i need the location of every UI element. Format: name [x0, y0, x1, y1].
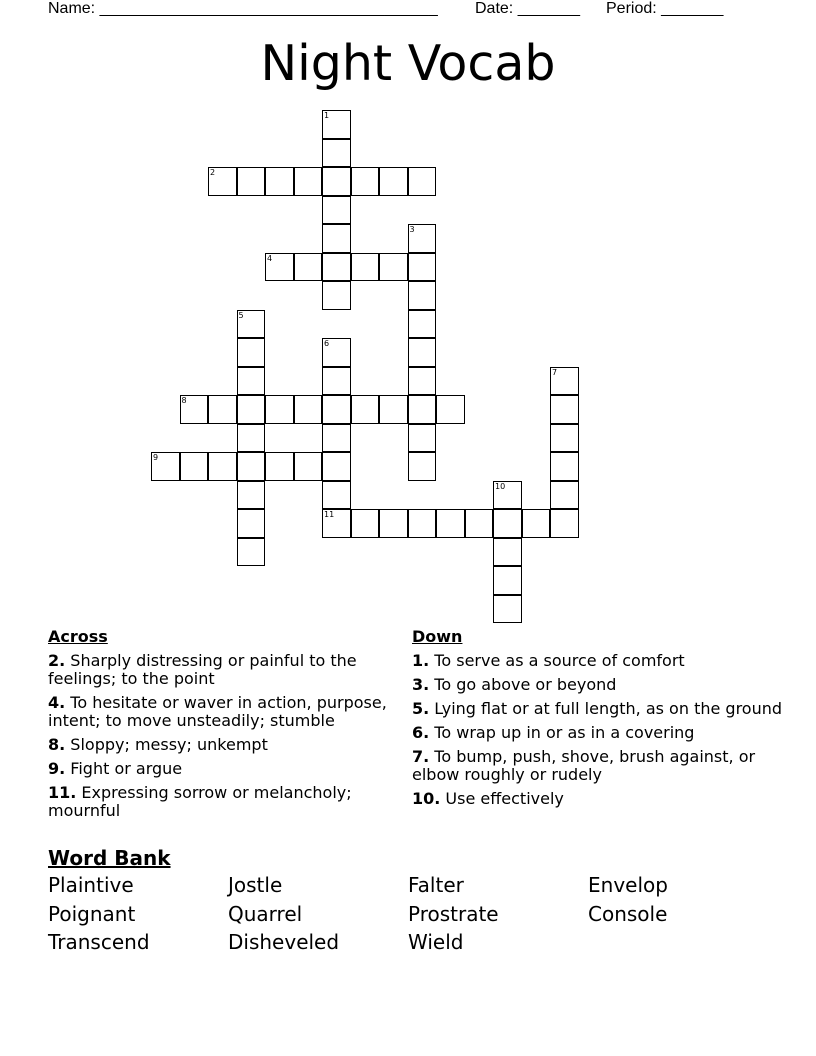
- crossword-cell[interactable]: [322, 110, 351, 139]
- crossword-cell[interactable]: [351, 509, 380, 538]
- crossword-cell[interactable]: [408, 224, 437, 253]
- crossword-cell[interactable]: [237, 538, 266, 567]
- word-bank-word: Plaintive: [48, 873, 134, 897]
- crossword-cell[interactable]: [550, 367, 579, 396]
- clue-number: 5: [238, 310, 244, 320]
- crossword-cell[interactable]: [322, 281, 351, 310]
- crossword-cell[interactable]: [322, 167, 351, 196]
- crossword-cell[interactable]: [237, 452, 266, 481]
- crossword-cell[interactable]: [322, 395, 351, 424]
- crossword-cell[interactable]: [408, 452, 437, 481]
- crossword-cell[interactable]: [237, 367, 266, 396]
- crossword-cell[interactable]: [465, 509, 494, 538]
- crossword-cell[interactable]: [351, 395, 380, 424]
- crossword-cell[interactable]: [322, 424, 351, 453]
- crossword-cell[interactable]: [237, 310, 266, 339]
- across-clue: 9. Fight or argue: [48, 759, 183, 778]
- crossword-cell[interactable]: [180, 395, 209, 424]
- crossword-cell[interactable]: [379, 509, 408, 538]
- clue-number: 6: [324, 339, 330, 348]
- crossword-cell[interactable]: [351, 253, 380, 282]
- crossword-cell[interactable]: [322, 452, 351, 481]
- word-bank: [48, 873, 768, 959]
- period-field: Period: _______: [606, 0, 724, 17]
- clue-number: 2: [210, 168, 216, 177]
- down-clue: 6. To wrap up in or as in a covering: [412, 723, 695, 742]
- crossword-cell[interactable]: [322, 481, 351, 510]
- clue-number: 8: [181, 396, 187, 405]
- crossword-cell[interactable]: [208, 167, 237, 196]
- date-field: Date: _______: [475, 0, 580, 17]
- clue-number: 9: [153, 453, 159, 462]
- across-clue: 2. Sharply distressing or painful to the feelings; to the point: [48, 651, 357, 688]
- crossword-cell[interactable]: [265, 452, 294, 481]
- down-clue: 10. Use effectively: [412, 789, 564, 808]
- down-clue: 7. To bump, push, shove, brush against, or elbow roughly or rudely: [412, 747, 756, 784]
- across-clue: 4. To hesitate or waver in action, purpose, intent; to move unsteadily; stumble: [48, 693, 387, 730]
- crossword-cell[interactable]: [436, 509, 465, 538]
- crossword-cell[interactable]: [237, 167, 266, 196]
- word-bank-word: Quarrel: [228, 901, 303, 926]
- crossword-cell[interactable]: [408, 338, 437, 367]
- crossword-cell[interactable]: [408, 167, 437, 196]
- crossword-cell[interactable]: [180, 452, 209, 481]
- crossword-cell[interactable]: [237, 509, 266, 538]
- crossword-cell[interactable]: [322, 253, 351, 282]
- crossword-cell[interactable]: [522, 509, 551, 538]
- crossword-cell[interactable]: [550, 452, 579, 481]
- crossword-cell[interactable]: [351, 167, 380, 196]
- clue-number: 10: [495, 481, 506, 491]
- crossword-cell[interactable]: [208, 452, 237, 481]
- crossword-cell[interactable]: [265, 395, 294, 424]
- crossword-cell[interactable]: [379, 253, 408, 282]
- crossword-cell[interactable]: [237, 338, 266, 367]
- word-bank-word: Poignant: [48, 901, 136, 926]
- name-field: Name: ______________________________________: [48, 0, 438, 17]
- across-clue: 11. Expressing sorrow or melancholy; mournful: [48, 783, 352, 820]
- crossword-cell[interactable]: [550, 481, 579, 510]
- crossword-cell[interactable]: [550, 509, 579, 538]
- crossword-cell[interactable]: [550, 424, 579, 453]
- crossword-cell[interactable]: [550, 395, 579, 424]
- word-bank-word: Wield: [408, 930, 464, 954]
- crossword-cell[interactable]: [151, 452, 180, 481]
- crossword-cell[interactable]: [294, 395, 323, 424]
- word-bank-title: Word Bank: [48, 846, 171, 870]
- crossword-cell[interactable]: [322, 509, 351, 538]
- clue-number: 4: [267, 253, 273, 263]
- down-clue: 1. To serve as a source of comfort: [412, 651, 685, 670]
- crossword-cell[interactable]: [493, 595, 522, 624]
- crossword-cell[interactable]: [379, 395, 408, 424]
- crossword-cell[interactable]: [322, 139, 351, 168]
- across-clues: [48, 628, 398, 826]
- word-bank-word: Transcend: [48, 930, 150, 954]
- crossword-cell[interactable]: [493, 538, 522, 567]
- down-clue: 5. Lying flat or at full length, as on the ground: [412, 699, 783, 718]
- clue-number: 1: [324, 111, 330, 120]
- clue-number: 7: [552, 367, 558, 377]
- crossword-cell[interactable]: [294, 167, 323, 196]
- crossword-cell[interactable]: [493, 566, 522, 595]
- clue-number: 11: [324, 510, 335, 519]
- crossword-cell[interactable]: [322, 367, 351, 396]
- crossword-cell[interactable]: [294, 253, 323, 282]
- clue-number: 3: [409, 225, 415, 234]
- word-bank-word: Disheveled: [228, 930, 340, 954]
- crossword-cell[interactable]: [208, 395, 237, 424]
- crossword-cell[interactable]: [322, 196, 351, 225]
- crossword-cell[interactable]: [408, 310, 437, 339]
- word-bank-word: Console: [588, 901, 668, 926]
- crossword-cell[interactable]: [408, 395, 437, 424]
- word-bank-word: Falter: [408, 873, 464, 897]
- crossword-cell[interactable]: [265, 253, 294, 282]
- across-heading: Across: [48, 627, 108, 646]
- crossword-cell[interactable]: [493, 481, 522, 510]
- across-clue: 8. Sloppy; messy; unkempt: [48, 735, 268, 754]
- crossword-cell[interactable]: [436, 395, 465, 424]
- crossword-cell[interactable]: [408, 424, 437, 453]
- crossword-cell[interactable]: [408, 367, 437, 396]
- crossword-cell[interactable]: [408, 253, 437, 282]
- word-bank-word: Jostle: [228, 873, 283, 897]
- crossword-cell[interactable]: [294, 452, 323, 481]
- crossword-cell[interactable]: [237, 481, 266, 510]
- down-heading: Down: [412, 627, 463, 646]
- word-bank-word: Envelop: [588, 873, 668, 897]
- word-bank-word: Prostrate: [408, 901, 499, 926]
- crossword-cell[interactable]: [493, 509, 522, 538]
- crossword-cell[interactable]: [322, 338, 351, 367]
- puzzle-title: Night Vocab: [260, 35, 556, 92]
- crossword-cell[interactable]: [408, 281, 437, 310]
- crossword-cell[interactable]: [237, 424, 266, 453]
- crossword-cell[interactable]: [408, 509, 437, 538]
- crossword-cell[interactable]: [379, 167, 408, 196]
- crossword-cell[interactable]: [237, 395, 266, 424]
- down-clues: [412, 628, 792, 814]
- down-clue: 3. To go above or beyond: [412, 675, 617, 694]
- crossword-cell[interactable]: [265, 167, 294, 196]
- crossword-cell[interactable]: [322, 224, 351, 253]
